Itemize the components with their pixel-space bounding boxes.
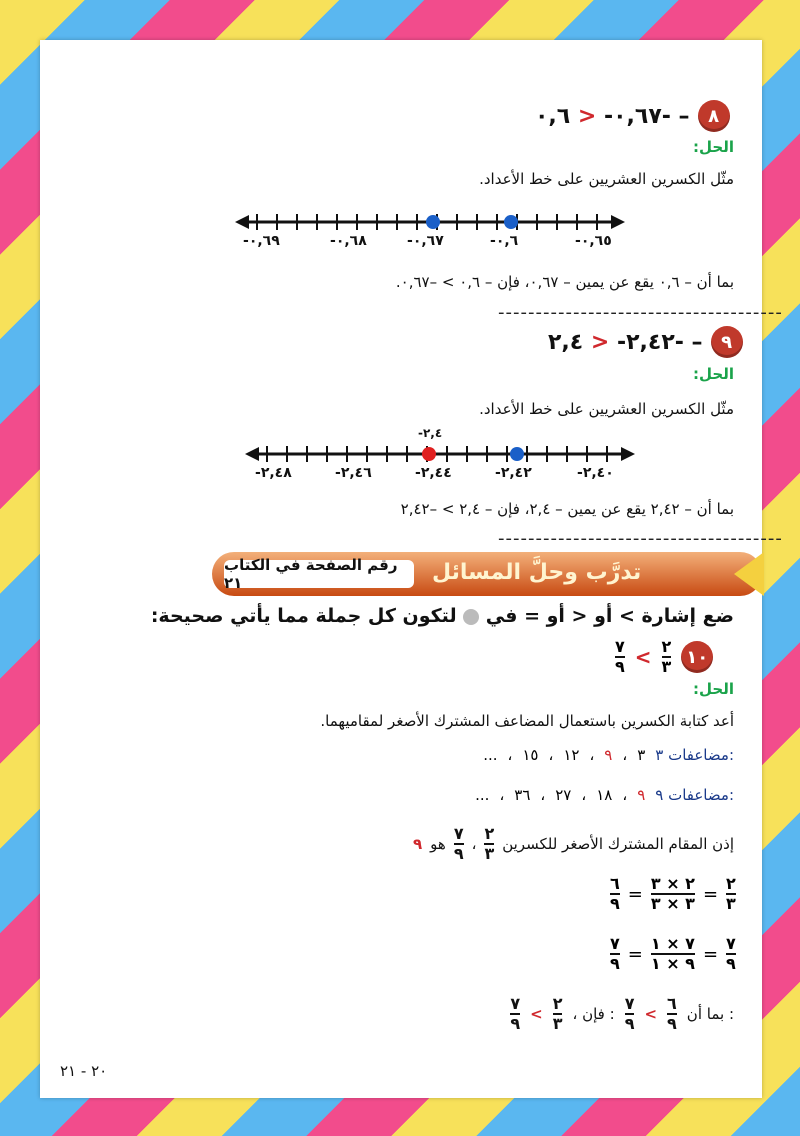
- q10-multiples-9: مضاعفات ٩: ٩ ، ١٨ ، ٢٧ ، ٣٦ ، ...: [475, 786, 734, 804]
- q10-equation-1: $\frac{٦}{٩}$ = $\frac{٢ \times ٣}{٣ \times ٣}$ = $\frac{٢}{٣}$: [610, 874, 736, 914]
- q8-point-0-6: [504, 215, 518, 229]
- page-number: ٢٠ - ٢١: [60, 1062, 108, 1080]
- q9-point-2-42: [510, 447, 524, 461]
- separator-1: --------------------------------------: [498, 302, 783, 323]
- book-page-reference: رقم الصفحة في الكتاب ٢١: [224, 560, 414, 588]
- q9-header: [548, 326, 743, 358]
- q10-header: [615, 638, 713, 677]
- q8-solution-label: الحل:: [693, 138, 734, 156]
- q8-tick-label-4: -٠,٦: [490, 233, 519, 249]
- q8-point-0-67: [426, 215, 440, 229]
- q9-conclusion: بما أن – ٢,٤٢ يقع عن يمين – ٢,٤، فإن – ٢,٤ > –٢,٤٢: [400, 500, 734, 518]
- q8-tick-label-1: -٠,٦٩: [243, 233, 280, 249]
- q8-right-arrow: [611, 215, 625, 229]
- q8-statement-left: ٠,٦٧- < ٠,٦- –: [535, 103, 690, 129]
- q10-frac-a: $\frac{٢}{٣}$: [661, 637, 672, 677]
- q9-tick-label-3: -٢,٤٤: [415, 465, 452, 481]
- q10-equation-2: $\frac{٧}{٩}$ = $\frac{٧ \times ١}{٩ \times ١}$ = $\frac{٧}{٩}$: [610, 934, 736, 974]
- circle-placeholder-icon: [463, 609, 479, 625]
- q10-intro: أعد كتابة الكسرين باستعمال المضاعف المشترك الأصغر لمقاميهما.: [320, 712, 734, 730]
- banner-title: تدرَّب وحلَّ المسائل: [432, 560, 642, 585]
- worksheet-page: [40, 40, 783, 1098]
- q9-right-arrow: [621, 447, 635, 461]
- q9-number-badge: ٩: [711, 326, 743, 358]
- q9-solution-label: الحل:: [693, 365, 734, 383]
- q10-lcd-line: إذن المقام المشترك الأصغر للكسرين $\frac{٢}{٣}$ ، $\frac{٧}{٩}$ هو ٩: [413, 824, 734, 864]
- q10-frac-b: $\frac{٧}{٩}$: [615, 637, 625, 677]
- q9-marker-label: -٢,٤: [418, 426, 443, 440]
- q8-left-arrow: [235, 215, 249, 229]
- q9-statement: ٢,٤٢- < ٢,٤- –: [548, 329, 703, 355]
- multiples-9-label: مضاعفات ٩:: [655, 786, 734, 804]
- q9-tick-label-5: -٢,٤٠: [577, 465, 614, 481]
- practice-banner: [212, 552, 762, 596]
- q9-relation: <: [590, 329, 610, 355]
- separator-2: --------------------------------------: [498, 528, 783, 549]
- q10-final-comparison: بما أن : $\frac{٦}{٩}$ < $\frac{٧}{٩}$ ، فإن : $\frac{٢}{٣}$ < $\frac{٧}{٩}$: [510, 994, 734, 1034]
- multiples-3-label: مضاعفات ٣:: [655, 746, 734, 764]
- banner-arrow-icon: [734, 552, 764, 596]
- q10-multiples-3: مضاعفات ٣: ٣ ، ٩ ، ١٢ ، ١٥ ، ...: [483, 746, 734, 764]
- q8-number-badge: ٨: [698, 100, 730, 132]
- q9-tick-label-2: -٢,٤٦: [335, 465, 372, 481]
- q9-left-arrow: [245, 447, 259, 461]
- q8-tick-label-2: -٠,٦٨: [330, 233, 367, 249]
- q8-conclusion: بما أن – ٠,٦ يقع عن يمين – ٠,٦٧، فإن – ٠,٦ > –٠,٦٧.: [395, 273, 734, 291]
- q8-line-text: مثّل الكسرين العشريين على خط الأعداد.: [479, 170, 734, 188]
- q8-header: [535, 100, 730, 132]
- q8-relation: <: [577, 103, 597, 129]
- q10-number-badge: ١٠: [681, 641, 713, 673]
- q9-line-text: مثّل الكسرين العشريين على خط الأعداد.: [479, 400, 734, 418]
- q10-relation: <: [634, 645, 652, 670]
- q10-solution-label: الحل:: [693, 680, 734, 698]
- q9-tick-label-4: -٢,٤٢: [495, 465, 532, 481]
- q8-tick-label-3: -٠,٦٧: [407, 233, 444, 249]
- q8-tick-label-5: -٠,٦٥: [575, 233, 612, 249]
- q9-point-2-4: [422, 447, 436, 461]
- instructions: ضع إشارة > أو < أو = في لتكون كل جملة مما يأتي صحيحة:: [150, 605, 734, 627]
- q9-tick-label-1: -٢,٤٨: [255, 465, 292, 481]
